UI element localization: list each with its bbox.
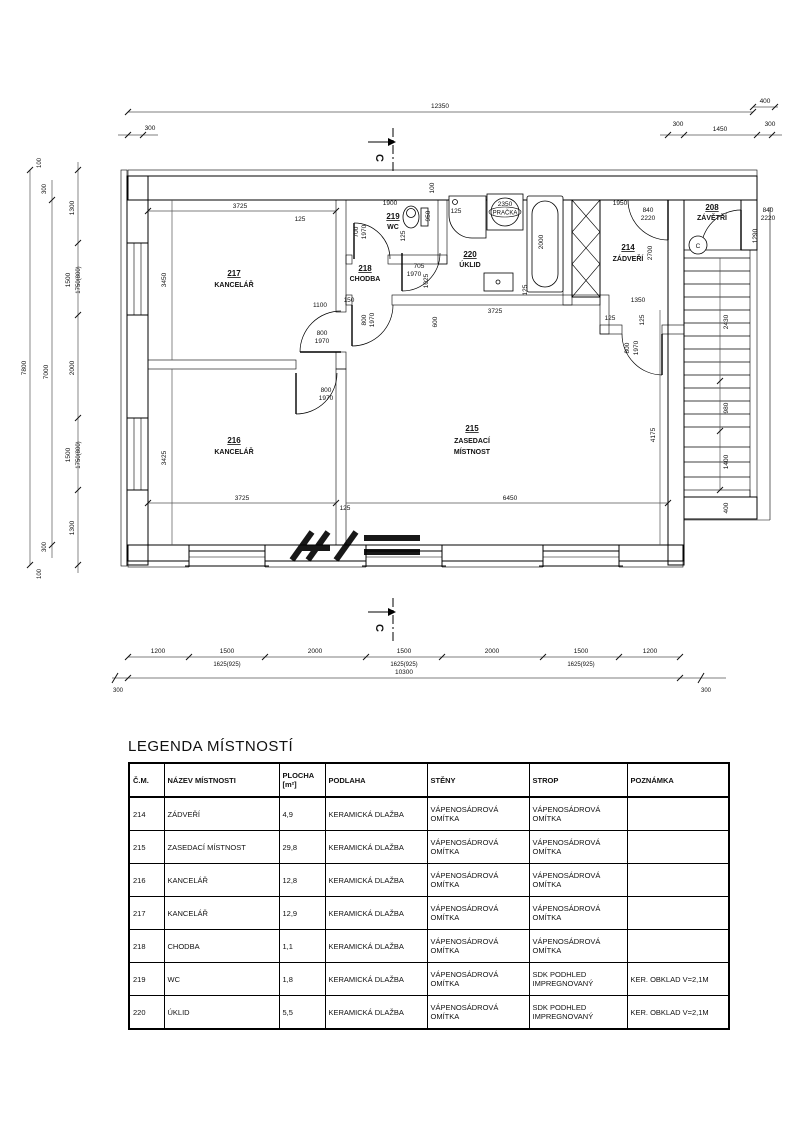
svg-text:2700: 2700 bbox=[647, 245, 654, 261]
svg-text:1970: 1970 bbox=[361, 224, 368, 240]
svg-text:1750(800): 1750(800) bbox=[76, 441, 82, 469]
room-215-name: ZASEDACÍ bbox=[454, 438, 490, 445]
svg-text:400: 400 bbox=[759, 98, 771, 105]
table-row: 217 KANCELÁŘ 12,9 KERAMICKÁ DLAŽBA VÁPENOSÁDROVÁ OMÍTKA VÁPENOSÁDROVÁ OMÍTKA bbox=[129, 897, 729, 930]
dim-top bbox=[118, 98, 782, 138]
svg-text:1450: 1450 bbox=[712, 126, 728, 133]
legend-header-row bbox=[129, 763, 729, 797]
svg-text:1500: 1500 bbox=[65, 272, 72, 288]
svg-text:150: 150 bbox=[343, 297, 355, 304]
table-row: 219 WC 1,8 KERAMICKÁ DLAŽBA VÁPENOSÁDROVÁ OMÍTKA SDK PODHLED IMPREGNOVANÝ KER. OBKLAD V=2,1M bbox=[129, 963, 729, 996]
svg-text:3725: 3725 bbox=[487, 308, 503, 315]
table-row: 218 CHODBA 1,1 KERAMICKÁ DLAŽBA VÁPENOSÁDROVÁ OMÍTKA VÁPENOSÁDROVÁ OMÍTKA bbox=[129, 930, 729, 963]
room-208-number: 208 bbox=[705, 203, 719, 212]
room-218-name: CHODBA bbox=[349, 276, 381, 283]
svg-text:2000: 2000 bbox=[484, 648, 500, 655]
col-steny: STĚNY bbox=[427, 763, 529, 797]
svg-text:1970: 1970 bbox=[318, 395, 334, 402]
svg-text:1950: 1950 bbox=[612, 200, 628, 207]
dim-interior bbox=[145, 182, 776, 545]
room-215-name2: MÍSTNOST bbox=[453, 449, 491, 456]
svg-text:980: 980 bbox=[723, 402, 730, 414]
svg-text:700: 700 bbox=[353, 226, 360, 238]
svg-text:840: 840 bbox=[762, 207, 774, 214]
room-214-name: ZÁDVEŘÍ bbox=[612, 256, 644, 263]
sink-icon bbox=[484, 273, 513, 291]
svg-text:1750(800): 1750(800) bbox=[76, 266, 82, 294]
svg-text:300: 300 bbox=[112, 688, 124, 694]
section-marker-bottom bbox=[368, 598, 396, 644]
svg-text:1625(925): 1625(925) bbox=[213, 662, 241, 668]
section-marker-top bbox=[368, 128, 396, 174]
svg-text:PRAČKA: PRAČKA bbox=[492, 210, 518, 217]
svg-text:1970: 1970 bbox=[369, 312, 376, 328]
svg-text:400: 400 bbox=[723, 502, 730, 514]
room-217-number: 217 bbox=[227, 269, 241, 278]
svg-text:125: 125 bbox=[639, 314, 646, 326]
column-marker bbox=[689, 236, 707, 254]
svg-text:125: 125 bbox=[400, 230, 407, 242]
svg-text:800: 800 bbox=[361, 314, 368, 326]
table-row: 216 KANCELÁŘ 12,8 KERAMICKÁ DLAŽBA VÁPENOSÁDROVÁ OMÍTKA VÁPENOSÁDROVÁ OMÍTKA bbox=[129, 864, 729, 897]
room-216-name: KANCELÁŘ bbox=[214, 449, 254, 456]
svg-text:7800: 7800 bbox=[21, 360, 28, 376]
svg-text:3725: 3725 bbox=[234, 495, 250, 502]
svg-text:950: 950 bbox=[425, 210, 432, 222]
svg-text:1500: 1500 bbox=[573, 648, 589, 655]
svg-text:1500: 1500 bbox=[219, 648, 235, 655]
svg-text:12350: 12350 bbox=[430, 103, 450, 110]
room-219-name: WC bbox=[387, 224, 399, 231]
svg-text:2430: 2430 bbox=[723, 314, 730, 330]
closet-shaft bbox=[572, 200, 600, 297]
svg-text:1290: 1290 bbox=[752, 228, 759, 244]
svg-text:125: 125 bbox=[294, 216, 306, 223]
svg-text:1100: 1100 bbox=[313, 302, 327, 309]
svg-text:1970: 1970 bbox=[633, 340, 640, 356]
svg-text:125: 125 bbox=[450, 208, 462, 215]
table-row: 220 ÚKLID 5,5 KERAMICKÁ DLAŽBA VÁPENOSÁDROVÁ OMÍTKA SDK PODHLED IMPREGNOVANÝ KER. OBKLAD V=2,1M bbox=[129, 996, 729, 1030]
room-220-name: ÚKLID bbox=[459, 262, 481, 269]
svg-text:300: 300 bbox=[42, 183, 48, 195]
svg-text:3725: 3725 bbox=[232, 203, 248, 210]
svg-text:1300: 1300 bbox=[69, 200, 76, 216]
svg-text:300: 300 bbox=[144, 125, 156, 132]
svg-text:2000: 2000 bbox=[69, 360, 76, 376]
interior-walls bbox=[148, 200, 684, 545]
svg-text:800: 800 bbox=[624, 342, 631, 354]
svg-text:3425: 3425 bbox=[161, 450, 168, 466]
dim-bottom bbox=[112, 648, 726, 694]
room-219-number: 219 bbox=[386, 212, 400, 221]
svg-text:800: 800 bbox=[320, 387, 332, 394]
svg-text:1900: 1900 bbox=[382, 200, 398, 207]
svg-text:2350: 2350 bbox=[497, 201, 513, 208]
svg-text:10300: 10300 bbox=[394, 669, 414, 676]
svg-text:6450: 6450 bbox=[502, 495, 518, 502]
col-nazev: NÁZEV MÍSTNOSTI bbox=[164, 763, 279, 797]
col-strop: STROP bbox=[529, 763, 627, 797]
svg-text:800: 800 bbox=[316, 330, 328, 337]
room-215-number: 215 bbox=[465, 424, 479, 433]
svg-text:3450: 3450 bbox=[161, 272, 168, 288]
col-poznamka: POZNÁMKA bbox=[627, 763, 729, 797]
svg-text:1200: 1200 bbox=[642, 648, 658, 655]
svg-text:300: 300 bbox=[764, 121, 776, 128]
svg-text:1300: 1300 bbox=[69, 520, 76, 536]
room-legend-table bbox=[128, 762, 730, 1030]
room-214-number: 214 bbox=[621, 243, 635, 252]
room-labels bbox=[214, 203, 728, 456]
svg-text:1400: 1400 bbox=[723, 454, 730, 470]
left-windows bbox=[122, 243, 149, 490]
svg-text:2000: 2000 bbox=[538, 234, 545, 250]
svg-text:125: 125 bbox=[339, 505, 351, 512]
svg-text:125: 125 bbox=[604, 315, 616, 322]
room-220-number: 220 bbox=[463, 250, 477, 259]
col-plocha: PLOCHA [m²] bbox=[279, 763, 325, 797]
bathtub-icon bbox=[527, 196, 563, 292]
dim-left bbox=[21, 157, 82, 579]
svg-text:2220: 2220 bbox=[640, 215, 656, 222]
bottom-windows bbox=[185, 545, 623, 568]
svg-text:600: 600 bbox=[432, 316, 439, 328]
table-row: 214 ZÁDVEŘÍ 4,9 KERAMICKÁ DLAŽBA VÁPENOSÁDROVÁ OMÍTKA VÁPENOSÁDROVÁ OMÍTKA bbox=[129, 797, 729, 831]
svg-text:1970: 1970 bbox=[406, 271, 422, 278]
room-208-name: ZÁVĚTŘÍ bbox=[697, 215, 727, 222]
svg-text:1500: 1500 bbox=[396, 648, 412, 655]
svg-text:840: 840 bbox=[642, 207, 654, 214]
svg-text:2000: 2000 bbox=[307, 648, 323, 655]
legend-title: LEGENDA MÍSTNOSTÍ bbox=[128, 738, 294, 755]
svg-text:100: 100 bbox=[37, 568, 43, 580]
svg-text:C: C bbox=[373, 624, 385, 632]
svg-text:C: C bbox=[695, 243, 701, 250]
svg-text:100: 100 bbox=[429, 182, 436, 194]
col-podlaha: PODLAHA bbox=[325, 763, 427, 797]
svg-text:1200: 1200 bbox=[150, 648, 166, 655]
svg-text:1025: 1025 bbox=[423, 273, 430, 289]
svg-text:C: C bbox=[373, 154, 385, 162]
svg-text:300: 300 bbox=[672, 121, 684, 128]
table-row: 215 ZASEDACÍ MÍSTNOST 29,8 KERAMICKÁ DLAŽBA VÁPENOSÁDROVÁ OMÍTKA VÁPENOSÁDROVÁ OMÍTKA bbox=[129, 831, 729, 864]
svg-text:125: 125 bbox=[522, 284, 529, 296]
room-218-number: 218 bbox=[358, 264, 372, 273]
svg-text:300: 300 bbox=[700, 688, 712, 694]
svg-text:100: 100 bbox=[37, 157, 43, 169]
room-217-name: KANCELÁŘ bbox=[214, 282, 254, 289]
shower-icon bbox=[449, 196, 486, 238]
svg-text:300: 300 bbox=[42, 541, 48, 553]
svg-text:7000: 7000 bbox=[43, 364, 50, 380]
svg-text:705: 705 bbox=[413, 263, 425, 270]
svg-text:1970: 1970 bbox=[314, 338, 330, 345]
svg-text:4175: 4175 bbox=[650, 427, 657, 443]
room-216-number: 216 bbox=[227, 436, 241, 445]
svg-text:2220: 2220 bbox=[760, 215, 776, 222]
svg-text:1500: 1500 bbox=[65, 447, 72, 463]
svg-text:1350: 1350 bbox=[630, 297, 646, 304]
svg-text:1625(925): 1625(925) bbox=[390, 662, 418, 668]
svg-text:1625(925): 1625(925) bbox=[567, 662, 595, 668]
col-cm: Č.M. bbox=[129, 763, 164, 797]
